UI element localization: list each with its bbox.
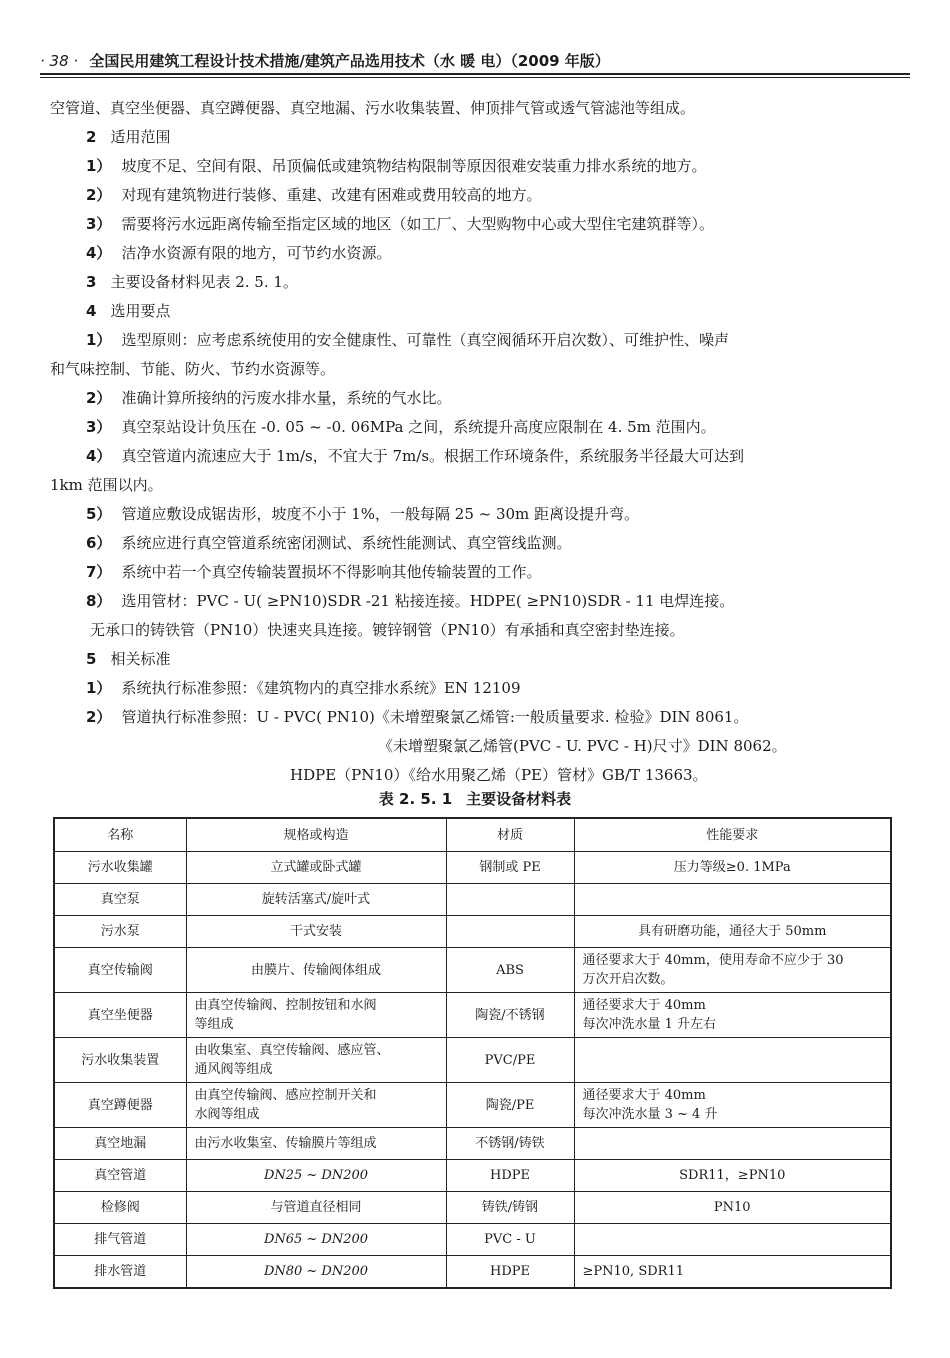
running-title: 全国民用建筑工程设计技术措施/建筑产品选用技术（水 暖 电）（2009 年版） bbox=[89, 52, 610, 70]
table-caption: 表 2. 5. 1 主要设备材料表 bbox=[378, 790, 572, 808]
cell-name: 真空蹲便器 bbox=[54, 1083, 186, 1128]
section-heading: 4 选用要点 bbox=[86, 302, 171, 320]
list-item-continuation: 《未增塑聚氯乙烯管(PVC - U. PVC - H)尺寸》DIN 8062。 bbox=[378, 737, 787, 755]
cell-performance: ≥PN10, SDR11 bbox=[574, 1256, 891, 1289]
list-item-continuation: 无承口的铸铁管（PN10）快速夹具连接。镀锌钢管（PN10）有承插和真空密封垫连接。 bbox=[90, 621, 685, 639]
cell-name: 真空泵 bbox=[54, 884, 186, 916]
list-item-continuation: 和气味控制、节能、防火、节约水资源等。 bbox=[50, 360, 336, 378]
cell-material bbox=[446, 916, 574, 948]
cell-spec: 由真空传输阀、控制按钮和水阀 等组成 bbox=[186, 993, 446, 1038]
cell-spec: 由真空传输阀、感应控制开关和 水阀等组成 bbox=[186, 1083, 446, 1128]
cell-performance bbox=[574, 884, 891, 916]
cell-name: 真空管道 bbox=[54, 1160, 186, 1192]
list-item: 2） 管道执行标准参照：U - PVC( PN10)《未增塑聚氯乙烯管:一般质量要求. 检验》DIN 8061。 bbox=[86, 708, 749, 726]
cell-performance: 通径要求大于 40mm 每次冲洗水量 1 升左右 bbox=[574, 993, 891, 1038]
cell-material: PVC/PE bbox=[446, 1038, 574, 1083]
section-heading: 5 相关标准 bbox=[86, 650, 171, 668]
body-text bbox=[50, 94, 900, 790]
cell-name: 真空坐便器 bbox=[54, 993, 186, 1038]
cell-spec: 由膜片、传输阀体组成 bbox=[186, 948, 446, 993]
list-item: 6） 系统应进行真空管道系统密闭测试、系统性能测试、真空管线监测。 bbox=[86, 534, 572, 552]
cell-spec: DN65 ~ DN200 bbox=[186, 1224, 446, 1256]
cell-material: 铸铁/铸钢 bbox=[446, 1192, 574, 1224]
table-row bbox=[54, 852, 891, 884]
cell-material: 陶瓷/不锈钢 bbox=[446, 993, 574, 1038]
cell-spec: 旋转活塞式/旋叶式 bbox=[186, 884, 446, 916]
cell-material: PVC - U bbox=[446, 1224, 574, 1256]
table-row bbox=[54, 948, 891, 993]
page-number: · 38 · bbox=[40, 52, 79, 70]
cell-material: 钢制或 PE bbox=[446, 852, 574, 884]
cell-spec: DN25 ~ DN200 bbox=[186, 1160, 446, 1192]
list-item: 3） 需要将污水远距离传输至指定区域的地区（如工厂、大型购物中心或大型住宅建筑群等）。 bbox=[86, 215, 714, 233]
table-header-cell: 规格或构造 bbox=[186, 818, 446, 852]
table-header-row bbox=[54, 818, 891, 852]
list-item-continuation: 1km 范围以内。 bbox=[50, 476, 163, 494]
cell-performance: SDR11，≥PN10 bbox=[574, 1160, 891, 1192]
cell-performance: 通径要求大于 40mm，使用寿命不应少于 30 万次开启次数。 bbox=[574, 948, 891, 993]
cell-performance: PN10 bbox=[574, 1192, 891, 1224]
cell-name: 真空传输阀 bbox=[54, 948, 186, 993]
cell-performance: 压力等级≥0. 1MPa bbox=[574, 852, 891, 884]
cell-name: 污水收集装置 bbox=[54, 1038, 186, 1083]
cell-performance bbox=[574, 1224, 891, 1256]
list-item: 7） 系统中若一个真空传输装置损坏不得影响其他传输装置的工作。 bbox=[86, 563, 542, 581]
running-header bbox=[40, 50, 910, 71]
cell-name: 排气管道 bbox=[54, 1224, 186, 1256]
section-heading: 2 适用范围 bbox=[86, 128, 171, 146]
header-rule bbox=[40, 73, 910, 75]
cell-name: 污水泵 bbox=[54, 916, 186, 948]
cell-performance bbox=[574, 1128, 891, 1160]
table-row bbox=[54, 1160, 891, 1192]
table-row bbox=[54, 1128, 891, 1160]
list-item: 5） 管道应敷设成锯齿形，坡度不小于 1%，一般每隔 25 ~ 30m 距离设提升弯。 bbox=[86, 505, 640, 523]
cell-spec: 与管道直径相同 bbox=[186, 1192, 446, 1224]
list-item: 2） 准确计算所接纳的污废水排水量，系统的气水比。 bbox=[86, 389, 452, 407]
list-item: 1） 坡度不足、空间有限、吊顶偏低或建筑物结构限制等原因很难安装重力排水系统的地方。 bbox=[86, 157, 707, 175]
cell-spec: DN80 ~ DN200 bbox=[186, 1256, 446, 1289]
table-row bbox=[54, 1192, 891, 1224]
cell-name: 检修阀 bbox=[54, 1192, 186, 1224]
table-header-cell: 材质 bbox=[446, 818, 574, 852]
list-item: 2） 对现有建筑物进行装修、重建、改建有困难或费用较高的地方。 bbox=[86, 186, 542, 204]
table-row bbox=[54, 993, 891, 1038]
cell-spec: 立式罐或卧式罐 bbox=[186, 852, 446, 884]
table-row bbox=[54, 1083, 891, 1128]
list-item: 8） 选用管材：PVC - U( ≥PN10)SDR -21 粘接连接。HDPE( ≥PN10)SDR - 11 电焊连接。 bbox=[86, 592, 735, 610]
paragraph-line: 空管道、真空坐便器、真空蹲便器、真空地漏、污水收集装置、伸顶排气管或透气管滤池等组成。 bbox=[50, 99, 696, 117]
table-header-cell: 名称 bbox=[54, 818, 186, 852]
section-heading: 3 主要设备材料见表 2. 5. 1。 bbox=[86, 273, 298, 291]
cell-name: 真空地漏 bbox=[54, 1128, 186, 1160]
table-row bbox=[54, 884, 891, 916]
cell-material: ABS bbox=[446, 948, 574, 993]
table-row bbox=[54, 916, 891, 948]
cell-name: 排水管道 bbox=[54, 1256, 186, 1289]
table-row bbox=[54, 1038, 891, 1083]
cell-performance: 具有研磨功能，通径大于 50mm bbox=[574, 916, 891, 948]
list-item: 1） 选型原则：应考虑系统使用的安全健康性、可靠性（真空阀循环开启次数）、可维护性、噪声 bbox=[86, 331, 729, 349]
cell-material: 陶瓷/PE bbox=[446, 1083, 574, 1128]
table-row bbox=[54, 1256, 891, 1289]
list-item: 4） 真空管道内流速应大于 1m/s，不宜大于 7m/s。根据工作环境条件，系统服务半径最大可达到 bbox=[86, 447, 745, 465]
header-rule-thin bbox=[40, 77, 910, 78]
cell-spec: 由污水收集室、传输膜片等组成 bbox=[186, 1128, 446, 1160]
cell-material bbox=[446, 884, 574, 916]
cell-material: HDPE bbox=[446, 1160, 574, 1192]
cell-performance bbox=[574, 1038, 891, 1083]
table-row bbox=[54, 1224, 891, 1256]
list-item: 3） 真空泵站设计负压在 -0. 05 ~ -0. 06MPa 之间，系统提升高度应限制在 4. 5m 范围内。 bbox=[86, 418, 716, 436]
list-item-continuation: HDPE（PN10）《给水用聚乙烯（PE）管材》GB/T 13663。 bbox=[290, 766, 708, 784]
cell-material: HDPE bbox=[446, 1256, 574, 1289]
cell-spec: 干式安装 bbox=[186, 916, 446, 948]
cell-spec: 由收集室、真空传输阀、感应管、 通风阀等组成 bbox=[186, 1038, 446, 1083]
cell-name: 污水收集罐 bbox=[54, 852, 186, 884]
list-item: 1） 系统执行标准参照：《建筑物内的真空排水系统》EN 12109 bbox=[86, 679, 521, 697]
table-header-cell: 性能要求 bbox=[574, 818, 891, 852]
cell-performance: 通径要求大于 40mm 每次冲洗水量 3 ~ 4 升 bbox=[574, 1083, 891, 1128]
equipment-table bbox=[53, 817, 892, 1289]
cell-material: 不锈钢/铸铁 bbox=[446, 1128, 574, 1160]
list-item: 4） 洁净水资源有限的地方，可节约水资源。 bbox=[86, 244, 392, 262]
